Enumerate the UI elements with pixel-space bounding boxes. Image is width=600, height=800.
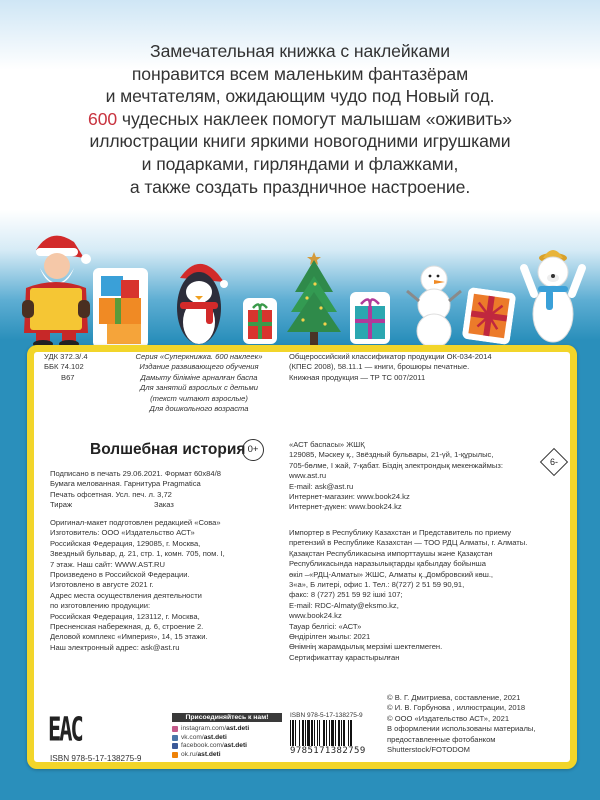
blurb-line: и мечтателям, ожидающим чудо под Новый год. xyxy=(105,86,495,107)
social-link-instagram[interactable]: instagram.com/ ast.deti xyxy=(172,725,282,734)
bbk: ББК 74.102 xyxy=(44,362,84,372)
penguin-icon xyxy=(170,256,228,346)
age-rating-badge: 0+ xyxy=(242,439,264,461)
zakaz-label: Заказ xyxy=(154,500,174,510)
classifier-block: Общероссийский классификатор продукции ОК-034-2014 (КПЕС 2008), 58.11.1 — книги, брошюры печатные. Книжная продукция — ТР ТС 007/2011 xyxy=(289,352,492,382)
instagram-icon xyxy=(172,726,178,732)
kz-importer-info: Импортер в Республику Казахстан и Представитель по приему претензий в Республике Казахстан — ТОО РДЦ Алматы, г. Алматы. Қазақстан Республикасына импорттаушы және Қазақстан Республикасында наразылықтарды қабылдау бойынша өкіл –«РДЦ-Алматы» ЖШС, Алматы қ.,Домбровский көш., 3«а», Б литері, офис 1. Тел.: 8(727) 2 51 59 90,91, факс: 8 (727) 251 59 92 ішкі 107; E-mail: RDC-Almaty@eksmo.kz, www.book24.kz Тауар белгісі: «АСТ» Өндірілген жылы: 2021 Өнімнің жарамдылық мерзімі шектелмеген. Сертификаттау қарастырылған xyxy=(289,528,528,662)
vk-icon xyxy=(172,735,178,741)
blue-gift-icon xyxy=(350,292,390,344)
snowman-icon xyxy=(405,263,463,348)
series-block: Серия «Суперкнижка. 600 наклеек» Издание развивающего обучения Дамыту біліміне арналған баспа Для занятий взрослых с детьми (текст читают взрослые) Для дошкольного возраста xyxy=(135,352,263,414)
social-link-facebook[interactable]: facebook.com/ ast.deti xyxy=(172,742,282,751)
christmas-tree-icon xyxy=(285,248,343,348)
sticker-row xyxy=(0,228,600,346)
facebook-icon xyxy=(172,743,178,749)
udk: УДК 372.3/.4 xyxy=(44,352,88,361)
blurb-line: понравится всем маленьким фантазёрам xyxy=(131,63,469,84)
udk-block xyxy=(44,352,88,383)
ok-icon xyxy=(172,752,178,758)
barcode-icon xyxy=(290,720,366,746)
orange-gift-icon xyxy=(462,287,517,345)
santa-claus-icon xyxy=(16,228,96,348)
book-title: Волшебная история xyxy=(90,441,246,458)
sticker-count-highlight: 600 xyxy=(88,108,118,129)
join-us-header: Присоединяйтесь к нам! xyxy=(172,713,282,722)
barcode-isbn: ISBN 978-5-17-138275-9 xyxy=(290,712,363,719)
author-mark: В67 xyxy=(61,372,75,382)
social-link-vk[interactable]: vk.com/ ast.deti xyxy=(172,734,282,743)
barcode-digits: 9785171382759 xyxy=(290,746,366,756)
eac-certification-logo: EAC xyxy=(48,712,82,750)
tirazh-label: Тираж xyxy=(50,500,73,510)
social-block xyxy=(172,713,282,759)
imprint-panel xyxy=(27,345,577,769)
kz-publisher-info: «АСТ баспасы» ЖШҚ 129085, Мәскеу қ., Звёздный бульвары, 21-үй, 1-құрылыс, 705-бөлме, I жай, 7-қабат. Біздің электрондық мекенжаймыз: www.ast.ru E-mail: ask@ast.ru Интернет-магазин: www.book24.kz Интернет-дүкен: www.book24.kz xyxy=(289,440,503,512)
red-gift-icon xyxy=(243,298,277,344)
blurb-line: иллюстрации книги яркими новогодними игрушками xyxy=(89,131,511,152)
isbn-text: ISBN 978-5-17-138275-9 xyxy=(50,754,142,763)
print-info: Подписано в печать 29.06.2021. Формат 60x84/8 Бумага мелованная. Гарнитура Pragmatica Печать офсетная. Усл. печ. л. 3,72 Тираж Заказ xyxy=(50,469,221,510)
blurb-line: Замечательная книжка с наклейками xyxy=(150,41,450,61)
barcode-block xyxy=(290,712,366,756)
kz-age-rating-badge: 6- xyxy=(540,448,568,476)
blurb-line: а также создать праздничное настроение. xyxy=(129,176,471,197)
social-link-ok[interactable]: ok.ru/ ast.deti xyxy=(172,751,282,760)
blurb-line: и подарками, гирляндами и флажками, xyxy=(141,153,459,174)
copyright-block: © В. Г. Дмитриева, составление, 2021 © И. В. Горбунова , иллюстрации, 2018 © ООО «Издательство АСТ», 2021 В оформлении использованы материалы, предоставленные фотобанком Shutterstock/FOTODOM xyxy=(387,693,536,755)
publisher-info: Оригинал-макет подготовлен редакцией «Сова» Изготовитель: ООО «Издательство АСТ» Российская Федерация, 129085, г. Москва, Звездный бульвар, д. 21, стр. 1, комн. 705, пом. I, 7 этаж. Наш сайт: WWW.AST.RU Произведено в Российской Федерации. Изготовлено в августе 2021 г. Адрес места осуществления деятельности по изготовлению продукции: Российская Федерация, 123112, г. Москва, Пресненская набережная, д. 6, строение 2. Деловой комплекс «Империя», 14, 15 этажи. Наш электронный адрес: ask@ast.ru xyxy=(50,518,225,652)
blurb-line: 600 чудесных наклеек помогут малышам «оживить» xyxy=(88,108,512,129)
cover-blurb xyxy=(0,40,600,198)
stacked-gifts-icon xyxy=(93,268,148,348)
polar-bear-icon xyxy=(518,238,588,348)
